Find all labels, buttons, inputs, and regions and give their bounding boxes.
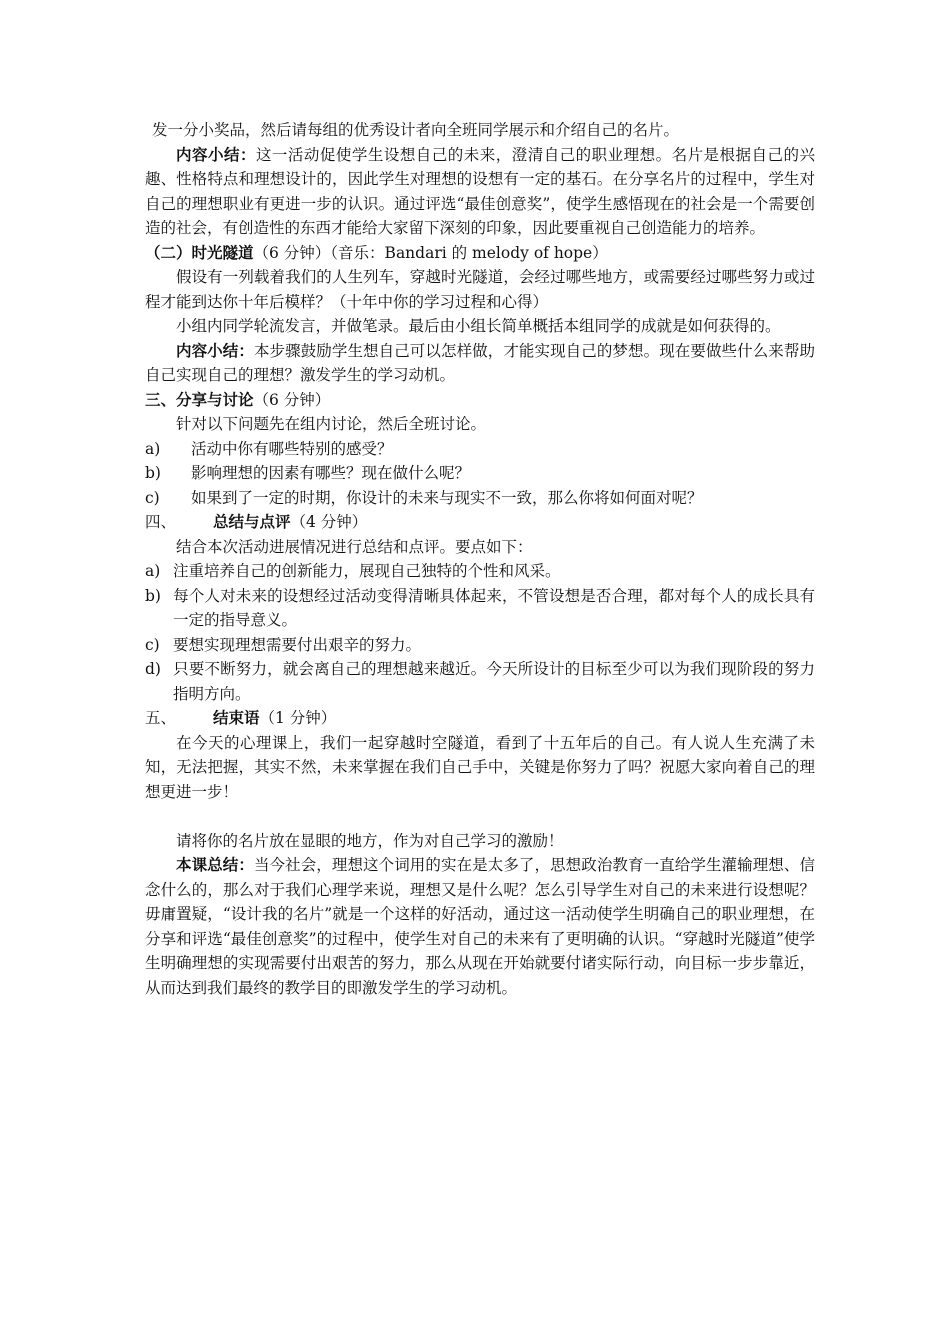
heading-closing: 五、 结束语（1 分钟） [145, 708, 337, 727]
list-item: a) 活动中你有哪些特别的感受？ [145, 439, 393, 458]
summary-label: 本课总结： [176, 855, 254, 874]
paragraph-business-card: 请将你的名片放在显眼的地方，作为对自己学习的激励！ [176, 831, 564, 850]
list-item: a) 注重培养自己的创新能力，展现自己独特的个性和风采。 [145, 562, 561, 580]
list-item: b) 每个人对未来的设想经过活动变得清晰具体起来，不管设想是否合理，都对每个人的成长具有一定的指导意义。 [145, 586, 815, 629]
paragraph-award: 发一分小奖品，然后请每组的优秀设计者向全班同学展示和介绍自己的名片。 [152, 121, 680, 139]
summary-label: 内容小结： [176, 144, 256, 164]
paragraph-review-intro: 结合本次活动进展情况进行总结和点评。要点如下： [176, 537, 533, 556]
list-item: c) 要想实现理想需要付出艰辛的努力。 [145, 635, 422, 654]
paragraph-summary-2: 内容小结：本步骤鼓励学生想自己可以怎样做，才能实现自己的梦想。现在要做些什么来帮助自己实现自己的理想？激发学生的学习动机。 [145, 340, 815, 384]
paragraph-time-tunnel: 假设有一列载着我们的人生列车，穿越时光隧道，会经过哪些地方，或需要经过哪些努力或过程才能到达你十年后模样？（十年中你的学习过程和心得） [145, 268, 815, 311]
blank-line [145, 804, 815, 829]
paragraph-closing: 在今天的心理课上，我们一起穿越时空隧道，看到了十五年后的自己。有人说人生充满了未知，无法把握，其实不然，未来掌握在我们自己手中，关键是你努力了吗？祝愿大家向着自己的理想更进一步！ [145, 733, 815, 801]
paragraph-discuss-intro: 针对以下问题先在组内讨论，然后全班讨论。 [176, 415, 487, 433]
document-page [145, 118, 815, 1000]
heading-time-tunnel: （二）时光隧道（6 分钟）（音乐：Bandari 的 melody of hope） [145, 242, 608, 262]
paragraph-lesson-summary: 本课总结：当今社会，理想这个词用的实在是太多了，思想政治教育一直给学生灌输理想、信念什么的，那么对于我们心理学来说，理想又是什么呢？怎么引导学生对自己的未来进行设想呢？毋庸置疑，“设计我的名片”就是一个这样的好活动，通过这一活动使学生明确自己的职业理想，在分享和评选“最佳创意奖”的过程中，使学生对自己的未来有了更明确的认识。“穿越时光隧道”使学生明确理想的实现需要付出艰苦的努力，那么从现在开始就要付诸实际行动，向目标一步步靠近，从而达到我们最终的教学目的即激发学生的学习动机。 [145, 855, 815, 997]
list-item: b) 影响理想的因素有哪些？现在做什么呢？ [145, 464, 471, 482]
paragraph-group-speech: 小组内同学轮流发言，并做笔录。最后由小组长简单概括本组同学的成就是如何获得的。 [176, 317, 781, 335]
list-item: d) 只要不断努力，就会离自己的理想越来越近。今天所设计的目标至少可以为我们现阶段的努力指明方向。 [145, 660, 815, 703]
list-item: c) 如果到了一定的时期，你设计的未来与现实不一致，那么你将如何面对呢？ [145, 488, 703, 507]
summary-label: 内容小结： [176, 340, 254, 360]
heading-share-discuss: 三、分享与讨论（6 分钟） [145, 389, 331, 409]
paragraph-summary-1: 内容小结：这一活动促使学生设想自己的未来，澄清自己的职业理想。名片是根据自己的兴趣、性格特点和理想设计的，因此学生对理想的设想有一定的基石。在分享名片的过程中，学生对自己的理想职业有更进一步的认识。通过评选“最佳创意奖”，使学生感悟现在的社会是一个需要创造的社会，有创造性的东西才能给大家留下深刻的印象，因此要重视自己创造能力的培养。 [145, 144, 815, 237]
heading-summary-review: 四、 总结与点评（4 分钟） [145, 512, 368, 531]
